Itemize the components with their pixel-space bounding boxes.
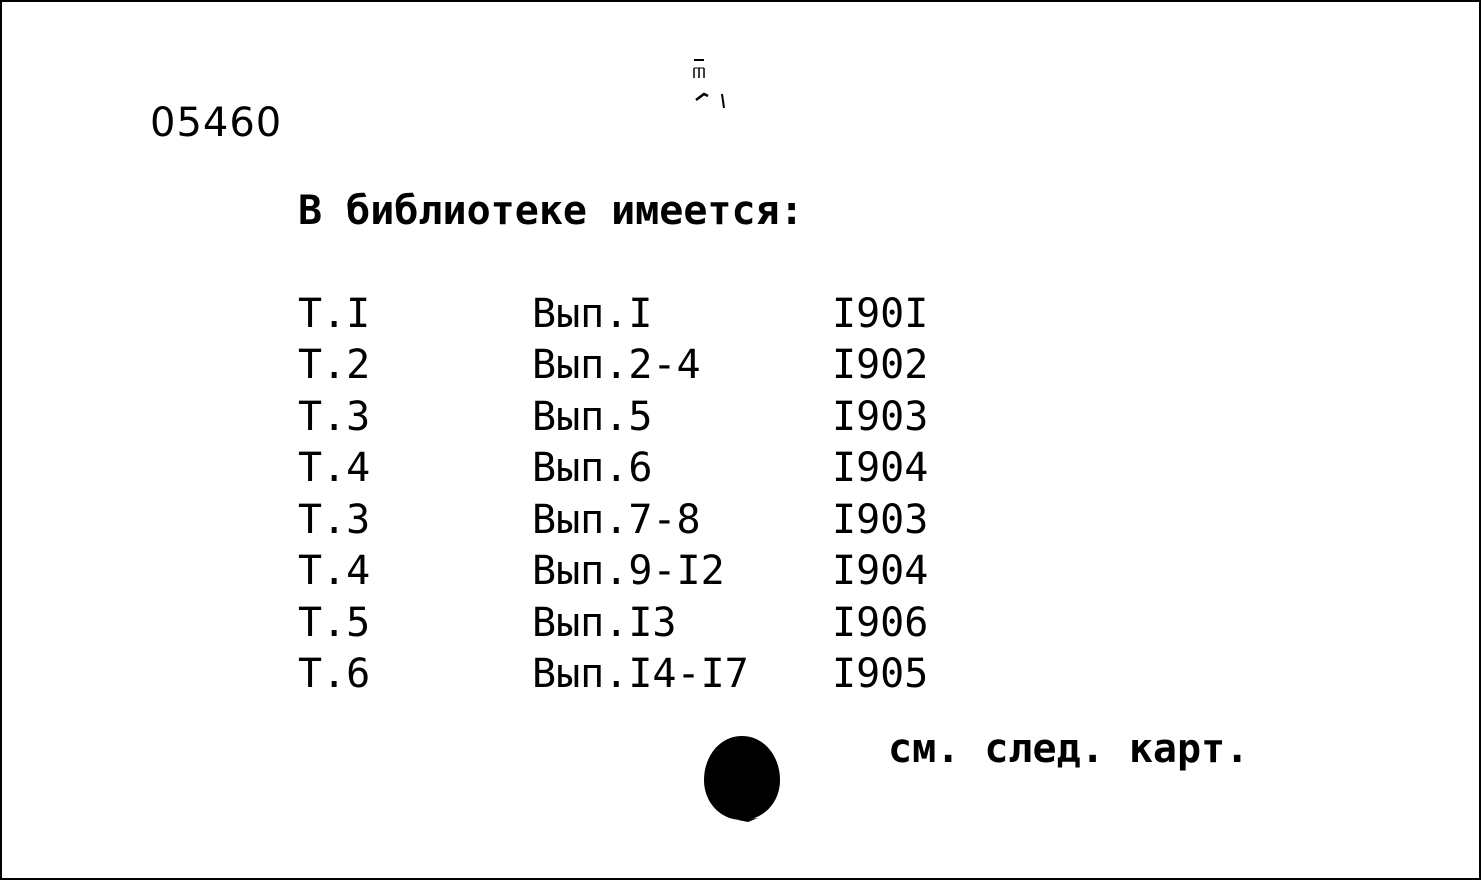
- holding-year: I904: [832, 445, 929, 492]
- holding-issue: Вып.I3: [532, 599, 677, 646]
- holding-volume: Т.6: [298, 651, 371, 698]
- holding-row: [298, 546, 962, 598]
- punch-hole: [702, 734, 782, 822]
- holding-issue: Вып.2-4: [532, 342, 701, 389]
- holding-year: I906: [832, 599, 929, 646]
- holding-year: I902: [832, 342, 929, 389]
- continuation-note: см. след. карт.: [888, 726, 1250, 772]
- holding-row: [298, 443, 962, 495]
- holding-row: [298, 649, 962, 701]
- holding-row: [298, 288, 962, 340]
- card-number: 05460: [150, 100, 283, 146]
- holding-year: I903: [832, 393, 929, 440]
- holding-volume: Т.4: [298, 445, 371, 492]
- holding-issue: Вып.I4-I7: [532, 651, 749, 698]
- holding-year: I903: [832, 496, 929, 543]
- holding-year: I904: [832, 548, 929, 595]
- holding-volume: Т.I: [298, 290, 371, 337]
- holding-issue: Вып.9-I2: [532, 548, 725, 595]
- holding-year: I905: [832, 651, 929, 698]
- holding-issue: Вып.7-8: [532, 496, 701, 543]
- holding-row: [298, 340, 962, 392]
- holding-row: [298, 391, 962, 443]
- holding-volume: Т.2: [298, 342, 371, 389]
- holding-volume: Т.5: [298, 599, 371, 646]
- holding-volume: Т.3: [298, 496, 371, 543]
- holdings-list: [298, 288, 962, 700]
- holding-row: [298, 494, 962, 546]
- holdings-heading: В библиотеке имеется:: [298, 188, 804, 234]
- holding-volume: Т.3: [298, 393, 371, 440]
- holding-issue: Вып.I: [532, 290, 653, 337]
- holding-row: [298, 597, 962, 649]
- holding-issue: Вып.6: [532, 445, 653, 492]
- holding-volume: Т.4: [298, 548, 371, 595]
- holding-year: I90I: [832, 290, 929, 337]
- holding-issue: Вып.5: [532, 393, 653, 440]
- handwritten-mark: [688, 54, 740, 112]
